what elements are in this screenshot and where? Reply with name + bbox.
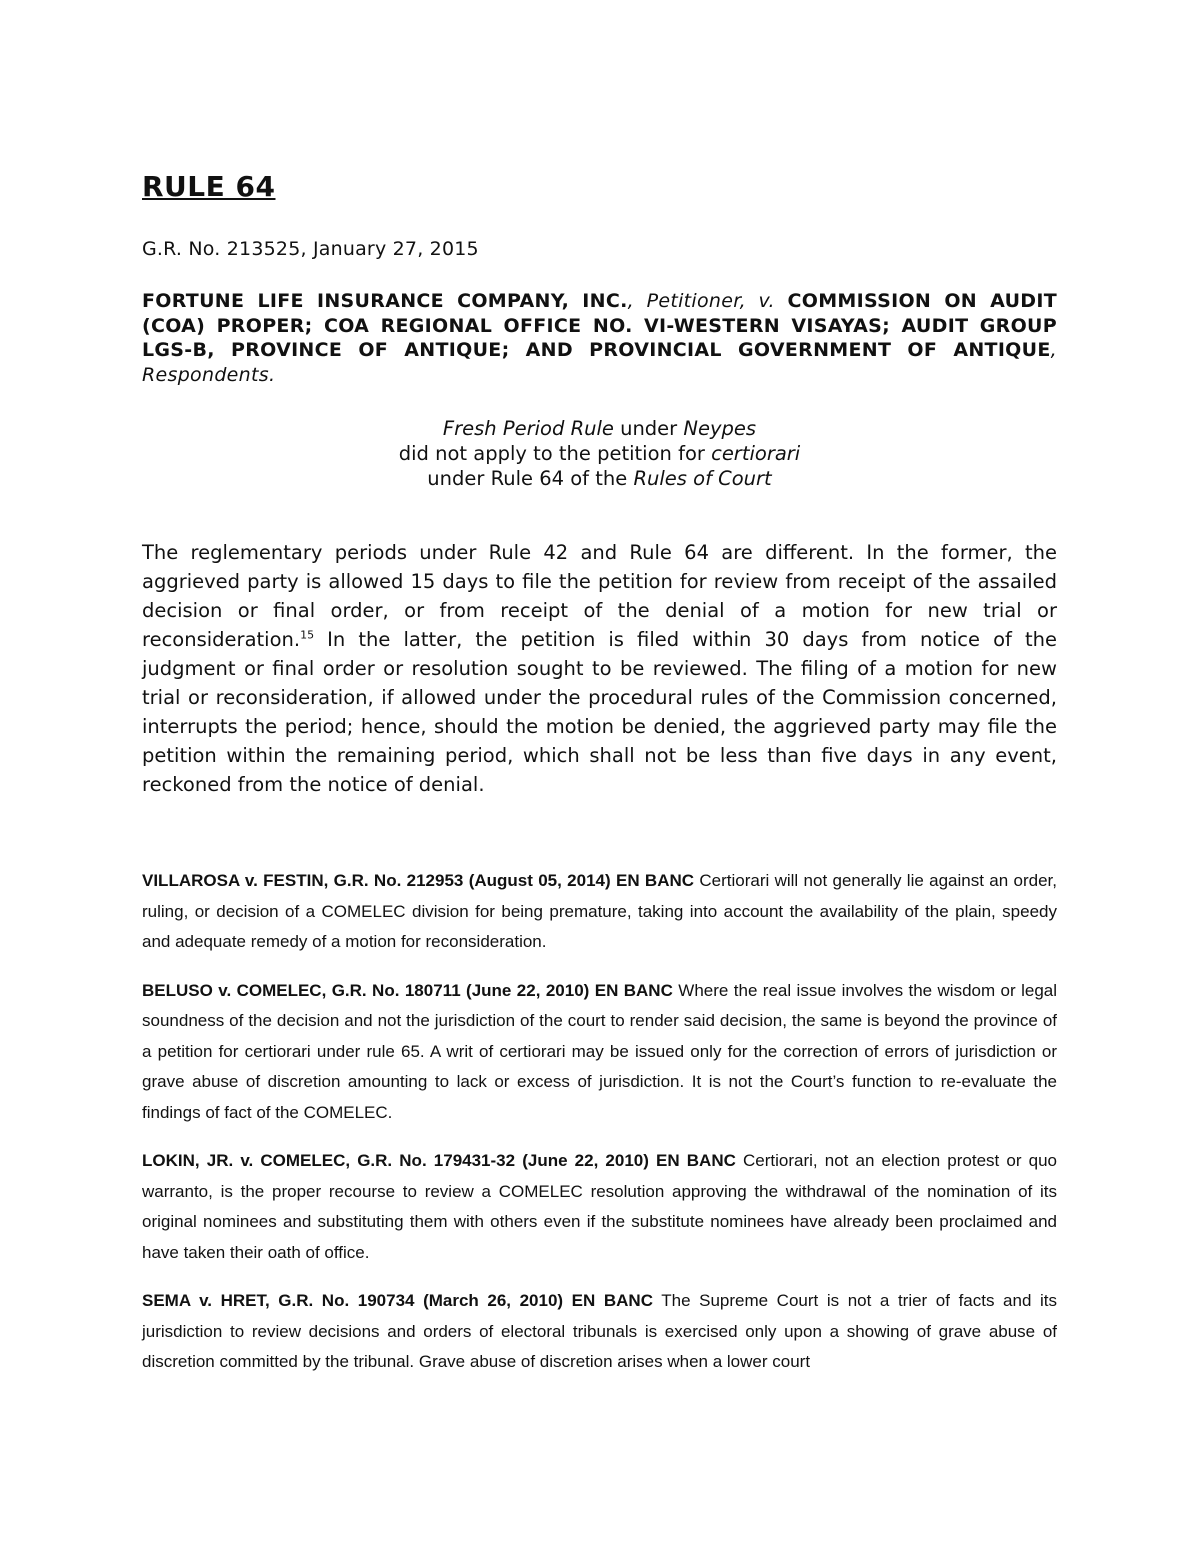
- case-summary: Certiorari will not generally lie against an order, ruling, or decision of a COMELEC division for being premature, taking into account the availability of the plain, speedy and adequate remedy of a motion for reconsideration.: [142, 871, 1057, 951]
- case-entry: [142, 1286, 1057, 1378]
- case-digest-list: [142, 866, 1057, 1396]
- case-citation: LOKIN, JR. v. COMELEC, G.R. No. 179431-32 (June 22, 2010) EN BANC: [142, 1151, 736, 1170]
- doctrine-heading: [142, 416, 1057, 491]
- petitioner-name: FORTUNE LIFE INSURANCE COMPANY, INC.: [142, 290, 628, 312]
- case-citation: VILLAROSA v. FESTIN, G.R. No. 212953 (August 05, 2014) EN BANC: [142, 871, 695, 890]
- doctrine-source: Rules of Court: [633, 467, 772, 490]
- doctrine-line-1: Fresh Period Rule under Neypes: [442, 417, 757, 440]
- case-citation: SEMA v. HRET, G.R. No. 190734 (March 26, 2010) EN BANC: [142, 1291, 653, 1310]
- case-citation: BELUSO v. COMELEC, G.R. No. 180711 (June 22, 2010) EN BANC: [142, 980, 673, 1000]
- doctrine-remedy: certiorari: [711, 442, 801, 465]
- ruling-paragraph: The reglementary periods under Rule 42 and Rule 64 are different. In the former, the aggrieved party is allowed 15 days to file the petition for review from receipt of the assailed decision or final order, or from receipt of the denial of a motion for new trial or reconsideration.$^{15}$ In the latter, the petition is filed within 30 days from notice of the judgment or final order or resolution sought to be reviewed. The filing of a motion for new trial or reconsideration, if allowed under the procedural rules of the Commission concerned, interrupts the period; hence, should the motion be denied, the aggrieved party may file the petition within the remaining period, which shall not be less than five days in any event, reckoned from the notice of denial.: [142, 541, 1057, 796]
- doctrine-case-name: Neypes: [683, 417, 757, 440]
- doctrine-line-2: did not apply to the petition for certiorari: [398, 442, 801, 465]
- case-summary: Where the real issue involves the wisdom or legal soundness of the decision and not the jurisdiction of the court to render said decision, the same is beyond the province of a petition for certiorari under rule 65. A writ of certiorari may be issued only for the correction of errors of jurisdiction or grave abuse of discretion amounting to lack or excess of jurisdiction. It is not the Court’s function to re-evaluate the findings of fact of the COMELEC.: [142, 980, 1057, 1122]
- page-title: RULE 64: [142, 170, 276, 203]
- case-number: G.R. No. 213525, January 27, 2015: [142, 238, 479, 260]
- case-entry: [142, 866, 1057, 958]
- case-summary: The Supreme Court is not a trier of facts and its jurisdiction to review decisions and orders of electoral tribunals is exercised only upon a showing of grave abuse of discretion committed by the tribunal. Grave abuse of discretion arises when a lower court: [142, 1291, 1057, 1371]
- case-summary: Certiorari, not an election protest or quo warranto, is the proper recourse to review a COMELEC resolution approving the withdrawal of the nomination of its original nominees and substituting them with others even if the substitute nominees have already been proclaimed and have taken their oath of office.: [142, 1151, 1057, 1262]
- doctrine-term: Fresh Period Rule: [442, 417, 614, 440]
- case-entry: [142, 1146, 1057, 1268]
- case-parties: [142, 289, 1057, 387]
- doctrine-line-3: under Rule 64 of the Rules of Court: [427, 467, 772, 490]
- respondent-names: COMMISSION ON AUDIT (COA) PROPER; COA REGIONAL OFFICE NO. VI-WESTERN VISAYAS; AUDIT GROUP LGS-B, PROVINCE OF ANTIQUE; AND PROVINCIAL GOVERNMENT OF ANTIQUE: [142, 290, 1057, 361]
- footnote-marker: 15: [300, 628, 315, 642]
- petitioner-role: , Petitioner, v.: [627, 290, 788, 312]
- respondent-role: , Respondents.: [142, 339, 1057, 386]
- case-entry: [142, 976, 1057, 1129]
